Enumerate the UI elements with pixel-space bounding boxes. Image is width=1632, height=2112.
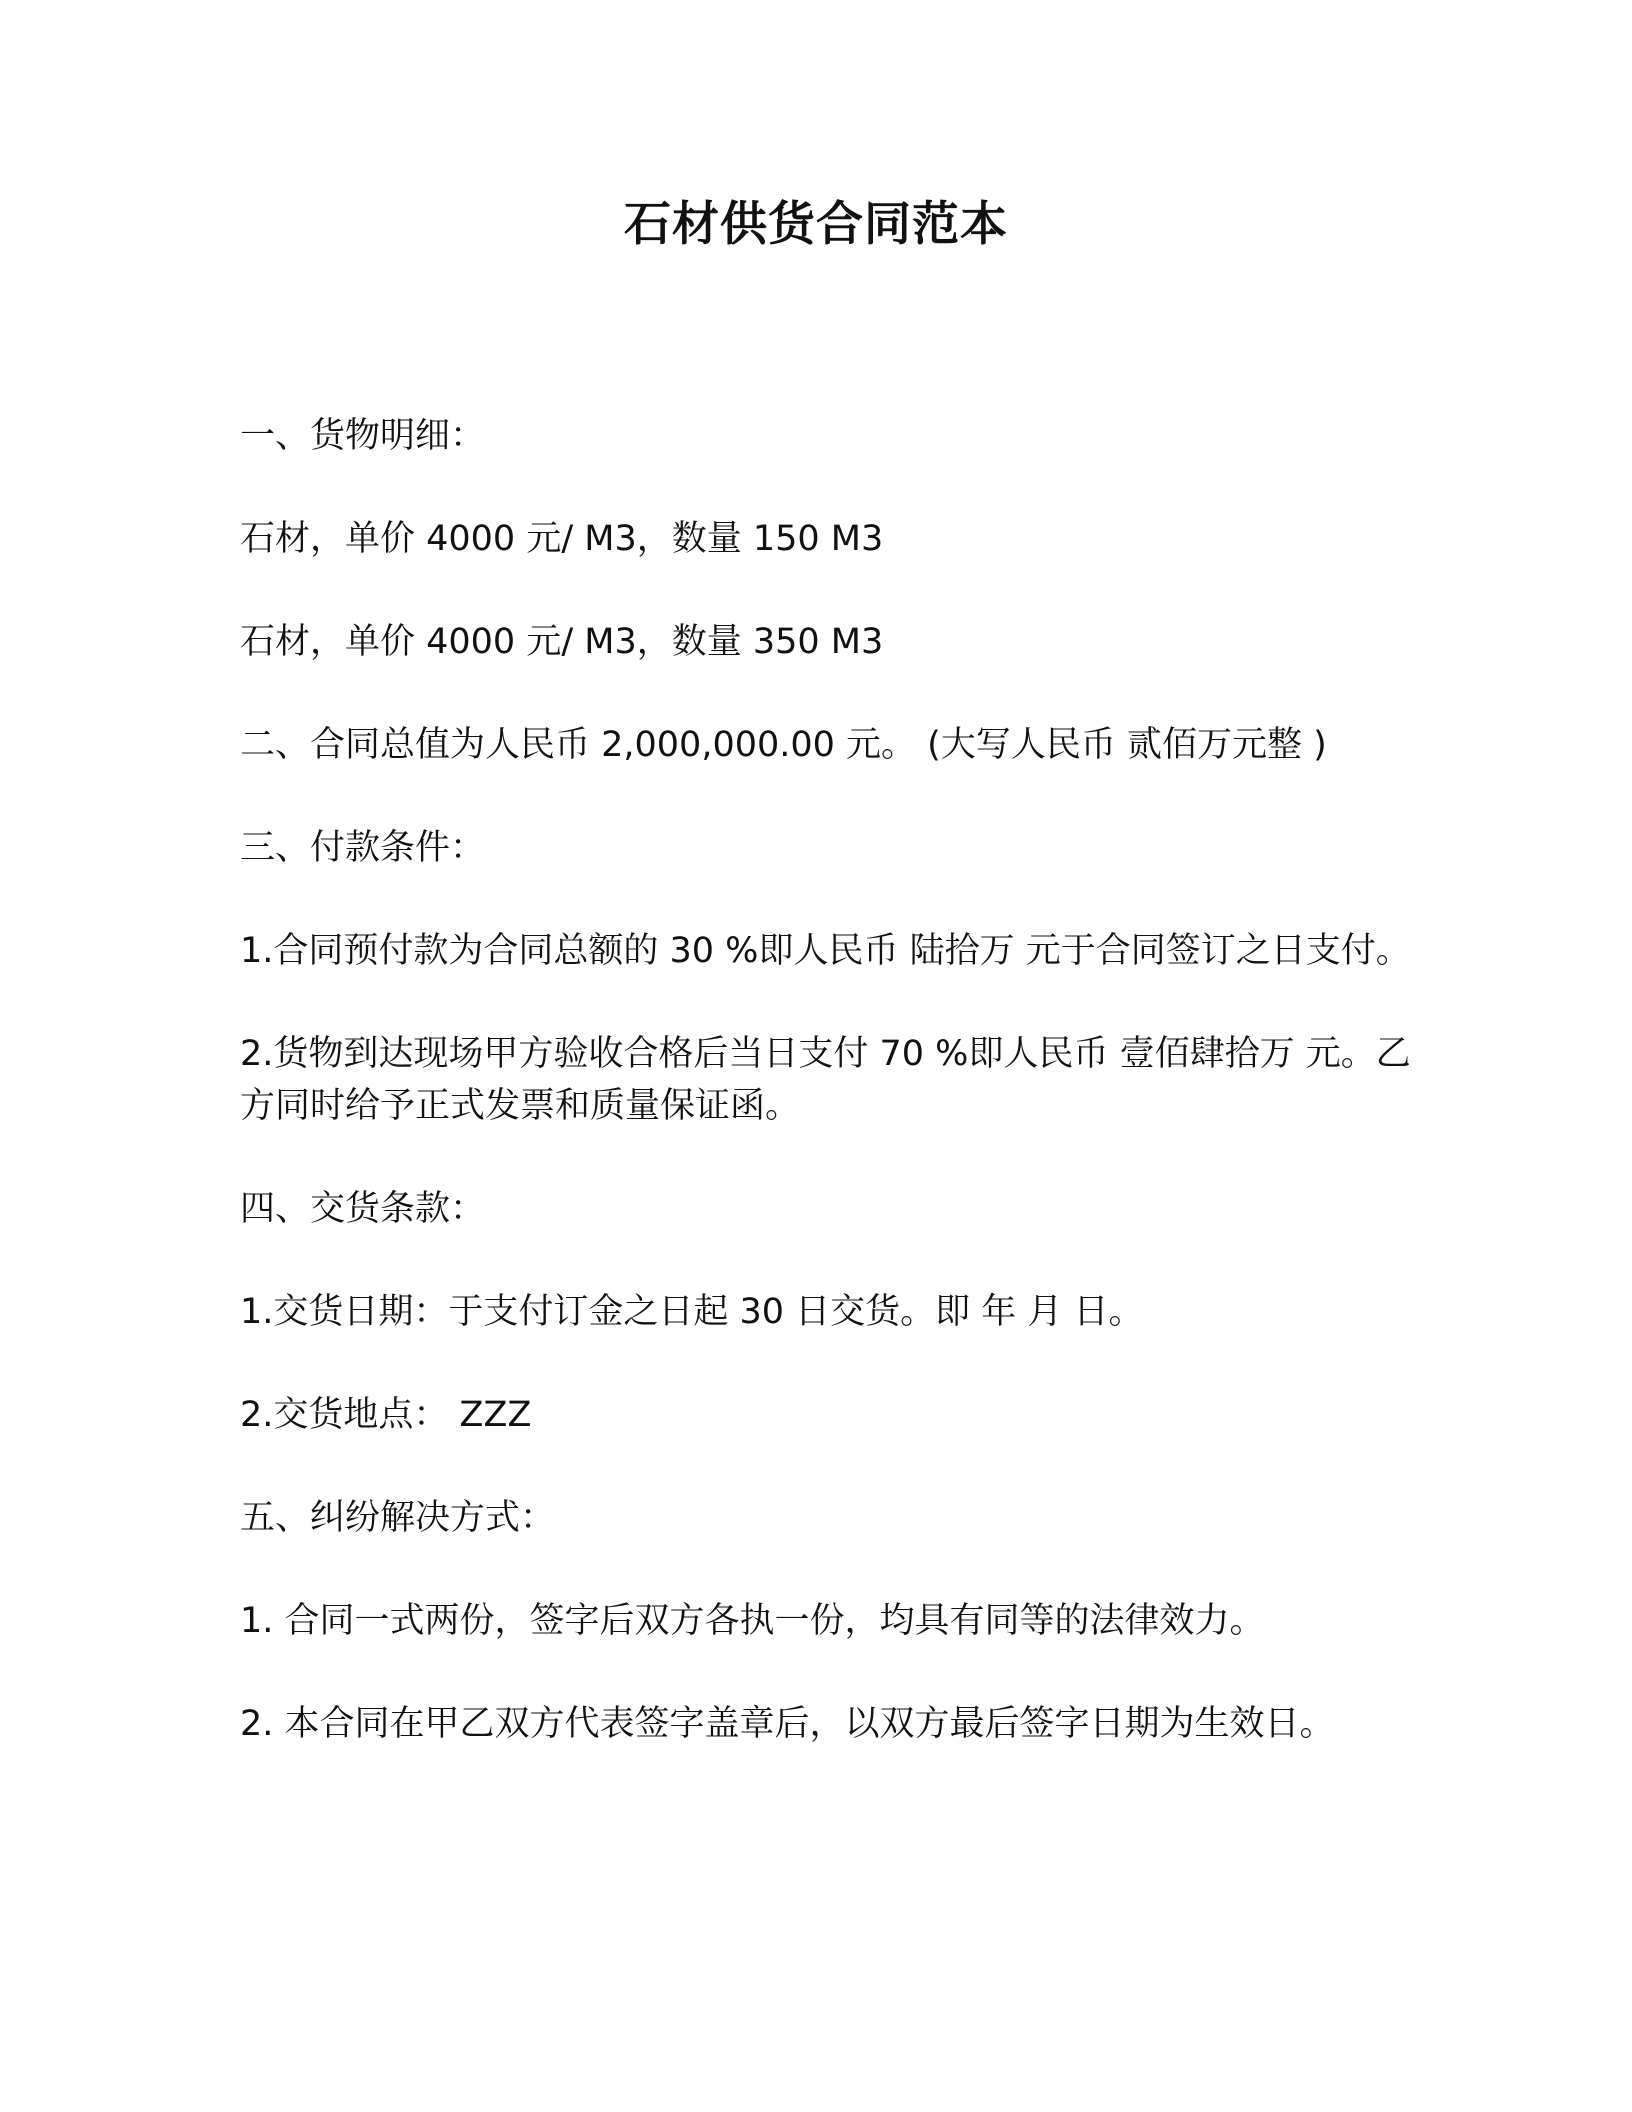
document-title: 石材供货合同范本: [624, 197, 1008, 252]
payment-clause-1: 1.合同预付款为合同总额的 30 %即人民币 陆拾万 元于合同签订之日支付。: [240, 931, 1411, 971]
dispute-heading: 五、纠纷解决方式：: [240, 1498, 556, 1538]
payment-clause-2: 2.货物到达现场甲方验收合格后当日支付 70 %即人民币 壹佰肆拾万 元。乙方同时给予正式发票和质量保证函。: [240, 1034, 1411, 1126]
goods-item-2: 石材，单价 4000 元/ M3，数量 350 M3: [240, 622, 884, 662]
goods-heading: 一、货物明细：: [240, 416, 486, 456]
dispute-clause-2: 2. 本合同在甲乙双方代表签字盖章后，以双方最后签字日期为生效日。: [240, 1704, 1335, 1744]
delivery-clause-2: 2.交货地点： ZZZ: [240, 1395, 532, 1435]
delivery-clause-1: 1.交货日期：于支付订金之日起 30 日交货。即 年 月 日。: [240, 1292, 1144, 1332]
document-body: [240, 410, 1420, 1750]
goods-item-1: 石材，单价 4000 元/ M3，数量 150 M3: [240, 519, 884, 559]
payment-heading: 三、付款条件：: [240, 828, 486, 868]
dispute-clause-1: 1. 合同一式两份，签字后双方各执一份，均具有同等的法律效力。: [240, 1601, 1265, 1641]
total-value: 二、合同总值为人民币 2,000,000.00 元。 (大写人民币 贰佰万元整 ): [240, 725, 1327, 765]
delivery-heading: 四、交货条款：: [240, 1189, 486, 1229]
